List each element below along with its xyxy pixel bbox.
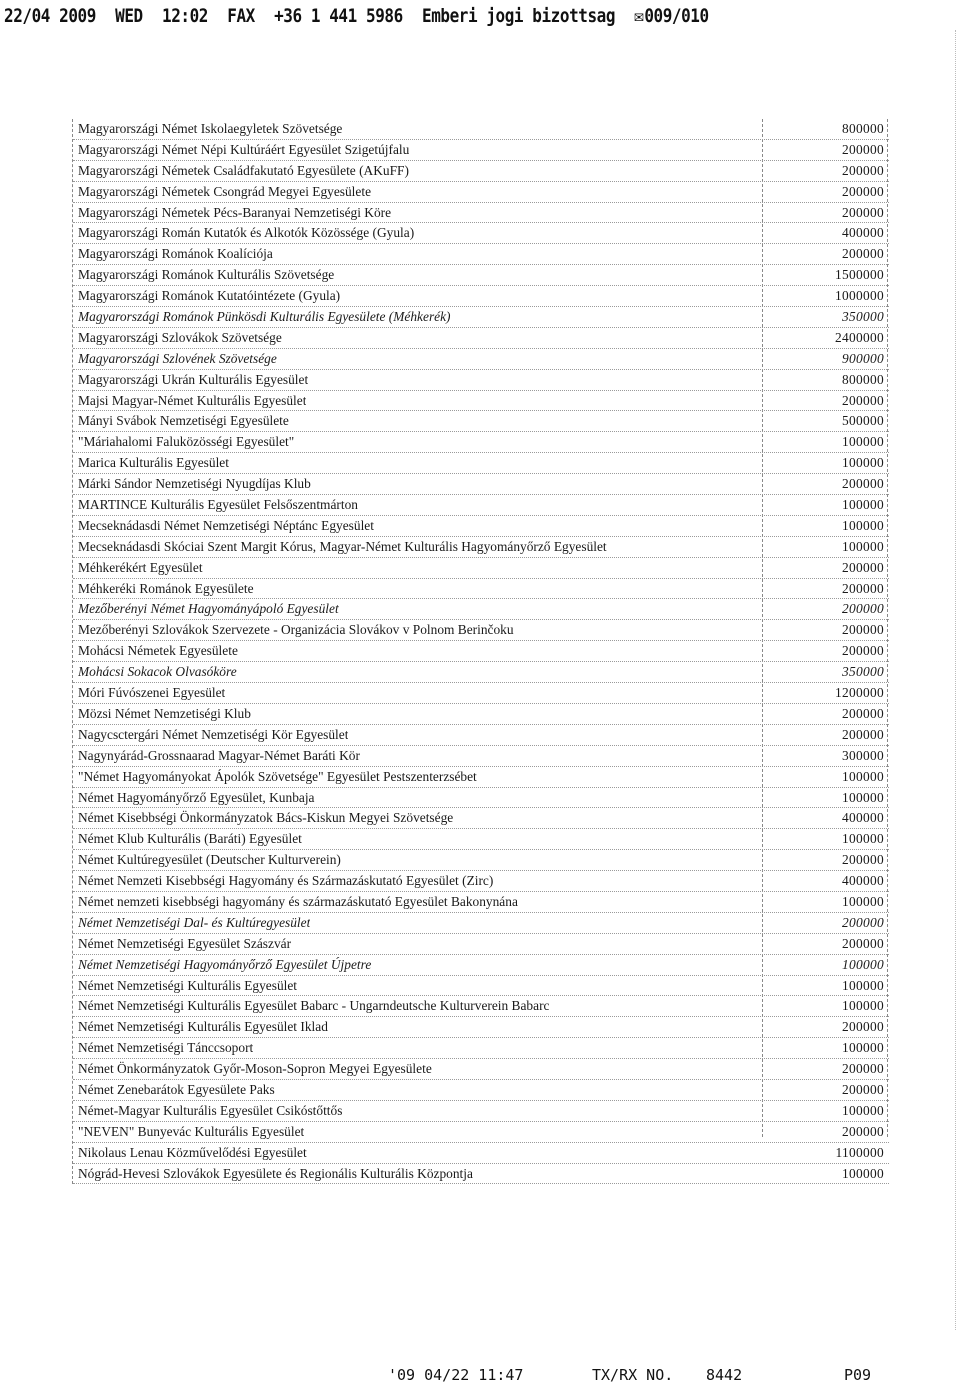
- table-row: [73, 850, 889, 871]
- table-row: [73, 537, 889, 558]
- organization-name: Móri Fúvószenei Egyesület: [78, 685, 226, 701]
- footer-txrx-label: TX/RX NO.: [592, 1366, 674, 1384]
- grant-amount: 200000: [842, 643, 884, 659]
- organization-name: Márki Sándor Nemzetiségi Nyugdíjas Klub: [78, 476, 311, 492]
- organization-name: Német Kisebbségi Önkormányzatok Bács-Kiskun Megyei Szövetsége: [78, 810, 454, 826]
- organization-name: Méhkerékért Egyesület: [78, 559, 203, 575]
- table-row: [73, 913, 889, 934]
- fax-sender: Emberi jogi bizottsag: [422, 5, 616, 27]
- organization-name: Magyarországi Románok Pünkösdi Kulturális Egyesülete (Méhkerék): [78, 309, 451, 325]
- grant-amount: 200000: [842, 183, 884, 199]
- organization-name: Mezőberényi Szlovákok Szervezete - Organizácia Slovákov v Polnom Berinčoku: [78, 622, 514, 638]
- grant-amount: 100000: [842, 517, 884, 533]
- table-row: [73, 286, 889, 307]
- organization-name: Magyarországi Német Népi Kultúráért Egyesület Szigetújfalu: [78, 141, 410, 157]
- table-row: [73, 976, 889, 997]
- grant-amount: 100000: [842, 538, 884, 554]
- organization-name: "Máriahalomi Faluközösségi Egyesület": [78, 434, 295, 450]
- grant-amount: 100000: [842, 434, 884, 450]
- grant-amount: 200000: [842, 601, 884, 617]
- grant-amount: 200000: [842, 1123, 884, 1139]
- grant-amount: 100000: [842, 768, 884, 784]
- table-row: [73, 432, 889, 453]
- fax-label: FAX: [227, 5, 255, 27]
- table-row: [73, 934, 889, 955]
- organization-name: Magyarországi Románok Kulturális Szövetsége: [78, 267, 335, 283]
- table-row: [73, 746, 889, 767]
- organization-name: Német Nemzeti Kisebbségi Hagyomány és Származáskutató Egyesület (Zirc): [78, 873, 494, 889]
- organization-name: Német Nemzetiségi Dal- és Kultúregyesület: [78, 914, 311, 930]
- fax-header: [4, 5, 794, 31]
- organization-name: Német Nemzetiségi Egyesület Szászvár: [78, 935, 292, 951]
- grant-amount: 900000: [842, 350, 884, 366]
- organization-name: Mohácsi Sokacok Olvasóköre: [78, 664, 237, 680]
- grant-amount: 1000000: [835, 288, 884, 304]
- organization-name: Német Klub Kulturális (Baráti) Egyesület: [78, 831, 302, 847]
- grant-amount: 100000: [842, 998, 884, 1014]
- table-row: [73, 808, 889, 829]
- table-row: [73, 223, 889, 244]
- grant-amount: 800000: [842, 121, 884, 136]
- fax-phone: +36 1 441 5986: [274, 5, 403, 27]
- table-row: [73, 265, 889, 286]
- table-row: [73, 349, 889, 370]
- organization-name: Magyarországi Ukrán Kulturális Egyesület: [78, 371, 309, 387]
- organization-name: Német Kultúregyesület (Deutscher Kulturverein): [78, 852, 341, 868]
- organization-name: Magyarországi Német Iskolaegyletek Szövetsége: [78, 121, 343, 136]
- table-row: [73, 328, 889, 349]
- table-row: [73, 620, 889, 641]
- table-row: [73, 767, 889, 788]
- organization-name: Magyarországi Románok Koalíciója: [78, 246, 273, 262]
- organization-name: Mányi Svábok Nemzetiségi Egyesülete: [78, 413, 289, 429]
- table-row: [73, 1059, 889, 1080]
- table-row: [73, 1017, 889, 1038]
- footer-page: P09: [844, 1366, 872, 1384]
- organization-name: Magyarországi Szlovákok Szövetsége: [78, 329, 282, 345]
- organization-name: Magyarországi Szlovének Szövetsége: [78, 350, 277, 366]
- organization-name: Német nemzeti kisebbségi hagyomány és származáskutató Egyesület Bakonynána: [78, 893, 518, 909]
- organization-name: Mezőberényi Német Hagyományápoló Egyesület: [78, 601, 339, 617]
- table-row: [73, 119, 889, 140]
- grant-amount: 1200000: [835, 685, 884, 701]
- table-row: [73, 1080, 889, 1101]
- grant-amount: 200000: [842, 580, 884, 596]
- organization-name: "NEVEN" Bunyevác Kulturális Egyesület: [78, 1123, 305, 1139]
- grant-amount: 200000: [842, 622, 884, 638]
- grant-amount: 350000: [842, 664, 884, 680]
- grant-amount: 200000: [842, 392, 884, 408]
- grant-amount: 1500000: [835, 267, 884, 283]
- table-row: [73, 871, 889, 892]
- grant-amount: 200000: [842, 204, 884, 220]
- table-row: [73, 411, 889, 432]
- organization-name: Német Nemzetiségi Kulturális Egyesület: [78, 977, 298, 993]
- table-row: [73, 683, 889, 704]
- organization-name: Nógrád-Hevesi Szlovákok Egyesülete és Regionális Kulturális Központja: [78, 1165, 473, 1181]
- grant-amount: 400000: [842, 225, 884, 241]
- organization-name: Nagynyárád-Grossnaarad Magyar-Német Baráti Kör: [78, 747, 360, 763]
- table-row: [73, 996, 889, 1017]
- table-row: [73, 579, 889, 600]
- grant-amount: 200000: [842, 1019, 884, 1035]
- table-row: [73, 140, 889, 161]
- table-row: [73, 704, 889, 725]
- table-row: [73, 391, 889, 412]
- footer-txrx-number: 8442: [706, 1366, 743, 1384]
- grant-amount: 200000: [842, 1061, 884, 1077]
- organization-name: Német Hagyományőrző Egyesület, Kunbaja: [78, 789, 315, 805]
- grant-amount: 100000: [842, 977, 884, 993]
- table-row: [73, 307, 889, 328]
- table-row: [73, 370, 889, 391]
- table-row: [73, 788, 889, 809]
- grant-amount: 2400000: [835, 329, 884, 345]
- grant-amount: 200000: [842, 935, 884, 951]
- table-row: [73, 662, 889, 683]
- grant-amount: 800000: [842, 371, 884, 387]
- table-row: [73, 516, 889, 537]
- grant-amount: 200000: [842, 852, 884, 868]
- organization-name: Német-Magyar Kulturális Egyesület Csikóstőttős: [78, 1102, 343, 1118]
- table-row: [73, 1143, 889, 1164]
- organization-name: Mözsi Német Nemzetiségi Klub: [78, 705, 251, 721]
- organization-name: Magyarországi Román Kutatók és Alkotók Közössége (Gyula): [78, 225, 415, 241]
- grant-amount: 200000: [842, 705, 884, 721]
- grant-amount: 200000: [842, 914, 884, 930]
- grant-amount: 1100000: [835, 1144, 884, 1160]
- organization-name: Magyarországi Németek Pécs-Baranyai Nemzetiségi Köre: [78, 204, 392, 220]
- organization-name: Magyarországi Románok Kutatóintézete (Gyula): [78, 288, 341, 304]
- organization-name: Magyarországi Németek Családfakutató Egyesülete (AKuFF): [78, 162, 409, 178]
- grant-amount: 100000: [842, 956, 884, 972]
- grant-amount: 350000: [842, 309, 884, 325]
- table-row: [73, 203, 889, 224]
- footer-datetime: '09 04/22 11:47: [388, 1366, 524, 1384]
- grant-amount: 100000: [842, 1165, 884, 1181]
- grant-amount: 200000: [842, 1081, 884, 1097]
- grant-amount: 100000: [842, 455, 884, 471]
- organization-name: Marica Kulturális Egyesület: [78, 455, 229, 471]
- grant-amount: 200000: [842, 162, 884, 178]
- table-row: [73, 495, 889, 516]
- table-row: [73, 1038, 889, 1059]
- table-row: [73, 453, 889, 474]
- organization-name: Nikolaus Lenau Közművelődési Egyesület: [78, 1144, 307, 1160]
- organization-name: Német Zenebarátok Egyesülete Paks: [78, 1081, 275, 1097]
- grant-amount: 200000: [842, 559, 884, 575]
- organization-name: MARTINCE Kulturális Egyesület Felsőszentmárton: [78, 497, 358, 513]
- organization-name: Nagycsctergári Német Nemzetiségi Kör Egyesület: [78, 726, 349, 742]
- organization-name: Magyarországi Németek Csongrád Megyei Egyesülete: [78, 183, 372, 199]
- organization-name: Mecseknádasdi Skóciai Szent Margit Kórus, Magyar-Német Kulturális Hagyományőrző Egyesület: [78, 538, 607, 554]
- grant-amount: 200000: [842, 726, 884, 742]
- table-row: [73, 244, 889, 265]
- fax-date: 22/04 2009: [4, 5, 96, 27]
- fax-weekday: WED: [115, 5, 143, 27]
- grant-amount: 100000: [842, 1040, 884, 1056]
- table-row: [73, 955, 889, 976]
- organization-name: Német Nemzetiségi Kulturális Egyesület Babarc - Ungarndeutsche Kulturverein Babarc: [78, 998, 550, 1014]
- grant-amount: 400000: [842, 873, 884, 889]
- grant-amount: 100000: [842, 831, 884, 847]
- fax-time: 12:02: [162, 5, 208, 27]
- organization-name: Német Nemzetiségi Kulturális Egyesület Iklad: [78, 1019, 328, 1035]
- table-row: [73, 829, 889, 850]
- grant-amount: 100000: [842, 497, 884, 513]
- table-row: [73, 1164, 889, 1185]
- grant-amount: 100000: [842, 789, 884, 805]
- table-row: [73, 892, 889, 913]
- fax-footer: [388, 1366, 908, 1384]
- grant-amount: 200000: [842, 141, 884, 157]
- organization-name: Német Önkormányzatok Győr-Moson-Sopron Megyei Egyesülete: [78, 1061, 432, 1077]
- grant-amount: 100000: [842, 1102, 884, 1118]
- organization-name: Méhkeréki Románok Egyesülete: [78, 580, 254, 596]
- grant-amount: 200000: [842, 246, 884, 262]
- grant-amount: 100000: [842, 893, 884, 909]
- table-row: [73, 1101, 889, 1122]
- table-row: [73, 599, 889, 620]
- table-row: [73, 558, 889, 579]
- table-row: [73, 474, 889, 495]
- grant-table: [72, 119, 889, 1184]
- organization-name: Német Nemzetiségi Hagyományőrző Egyesület Újpetre: [78, 956, 372, 972]
- table-row: [73, 725, 889, 746]
- table-row: [73, 641, 889, 662]
- table-row: [73, 161, 889, 182]
- grant-amount: 300000: [842, 747, 884, 763]
- organization-name: Majsi Magyar-Német Kulturális Egyesület: [78, 392, 307, 408]
- fax-page-counter: ✉ 009/010: [634, 5, 708, 27]
- page-edge-line: [955, 30, 956, 1330]
- table-row: [73, 182, 889, 203]
- organization-name: Mohácsi Németek Egyesülete: [78, 643, 238, 659]
- grant-amount: 200000: [842, 476, 884, 492]
- table-row: [73, 1122, 889, 1143]
- grant-amount: 500000: [842, 413, 884, 429]
- organization-name: "Német Hagyományokat Ápolók Szövetsége" Egyesület Pestszenterzsébet: [78, 768, 477, 784]
- organization-name: Mecseknádasdi Német Nemzetiségi Néptánc Egyesület: [78, 517, 374, 533]
- grant-amount: 400000: [842, 810, 884, 826]
- organization-name: Német Nemzetiségi Tánccsoport: [78, 1040, 254, 1056]
